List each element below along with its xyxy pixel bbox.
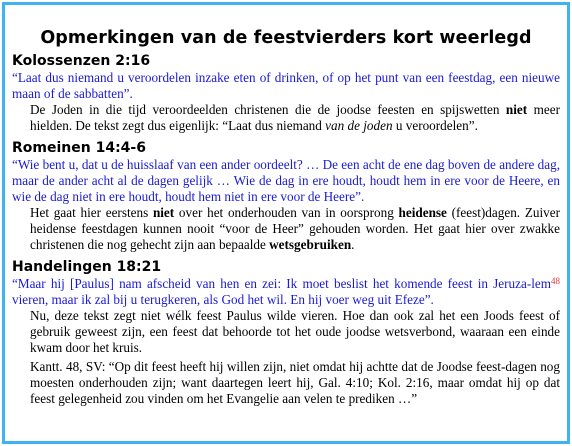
commentary: Nu, deze tekst zegt niet wélk feest Paulus wilde vieren. Hoe dan ook zal het een Joods feest of gebruik geweest zijn, een feest dat behoorde tot het oude joodse wetsverbond, waaraan een einde kwam door het kruis. — [30, 308, 560, 355]
footnote-marker: 48 — [551, 276, 560, 286]
commentary — [30, 102, 560, 134]
section-heading: Handelingen 18:21 — [12, 259, 162, 275]
text-bold: wetsgebruiken — [269, 237, 352, 252]
text-run: (feest)dagen. Zuiver heidense feestdagen kunnen nooit “voor de Heer” gehouden worden. Het gaat hier over zwakke christenen die nog gehecht zijn aan bepaalde — [30, 205, 560, 252]
bible-quote — [12, 276, 560, 308]
section-heading: Kolossenzen 2:16 — [12, 53, 151, 69]
section-romeinen — [12, 140, 560, 253]
section-handelingen — [12, 259, 560, 407]
page-title: Opmerkingen van de feestvierders kort weerlegd — [40, 28, 532, 48]
text-bold: niet — [505, 102, 528, 117]
text-bold: niet — [152, 205, 175, 220]
content — [12, 5, 560, 407]
text-run: vieren, maar ik zal bij u terugkeren, als God het wil. En hij voer weg uit Efeze”. — [12, 292, 434, 307]
bible-quote: “Laat dus niemand u veroordelen inzake eten of drinken, of op het punt van een feestdag, een nieuwe maan of de sabbatten”. — [12, 70, 560, 101]
text-run: De Joden in die tijd veroordeelden christenen die de joodse feesten en spijswetten — [30, 102, 506, 117]
text-box — [2, 2, 570, 444]
text-run: over het onderhouden van in oorsprong — [174, 205, 399, 220]
section-kolossenzen — [12, 53, 560, 134]
text-run: u veroordelen”. — [392, 118, 478, 133]
text-run: . — [351, 237, 355, 252]
footnote-commentary: Kantt. 48, SV: “Op dit feest heeft hij willen zijn, niet omdat hij achtte dat de Joodse feest-dagen nog moesten onderhouden zijn; want daartegen leert hij, Gal. 4:10; Kol. 2:16, maar omdat hij op dat feest gelegenheid zou vinden om het Evangelie aan velen te prediken …” — [30, 359, 560, 406]
text-run: Het gaat hier eerstens — [30, 205, 153, 220]
bible-quote: “Wie bent u, dat u de huisslaaf van een ander oordeelt? … De een acht de ene dag boven de andere dag, maar de ander acht al de dagen gelijk … Wie de dag in ere houdt, houdt hem in ere voor de Heere, en wie de dag niet in ere houdt, houdt hem niet in ere voor de Heere”. — [12, 157, 560, 204]
text-run: meer hielden. De tekst zegt dus eigenlijk: “Laat dus niemand — [30, 102, 560, 133]
section-heading: Romeinen 14:4-6 — [12, 140, 146, 156]
commentary — [30, 205, 560, 253]
text-italic: van de joden — [325, 118, 393, 133]
text-bold: heidense — [398, 205, 447, 220]
text-run: “Maar hij [Paulus] nam afscheid van hen en zei: Ik moet beslist het komende feest in Jeruza-lem — [12, 276, 551, 291]
